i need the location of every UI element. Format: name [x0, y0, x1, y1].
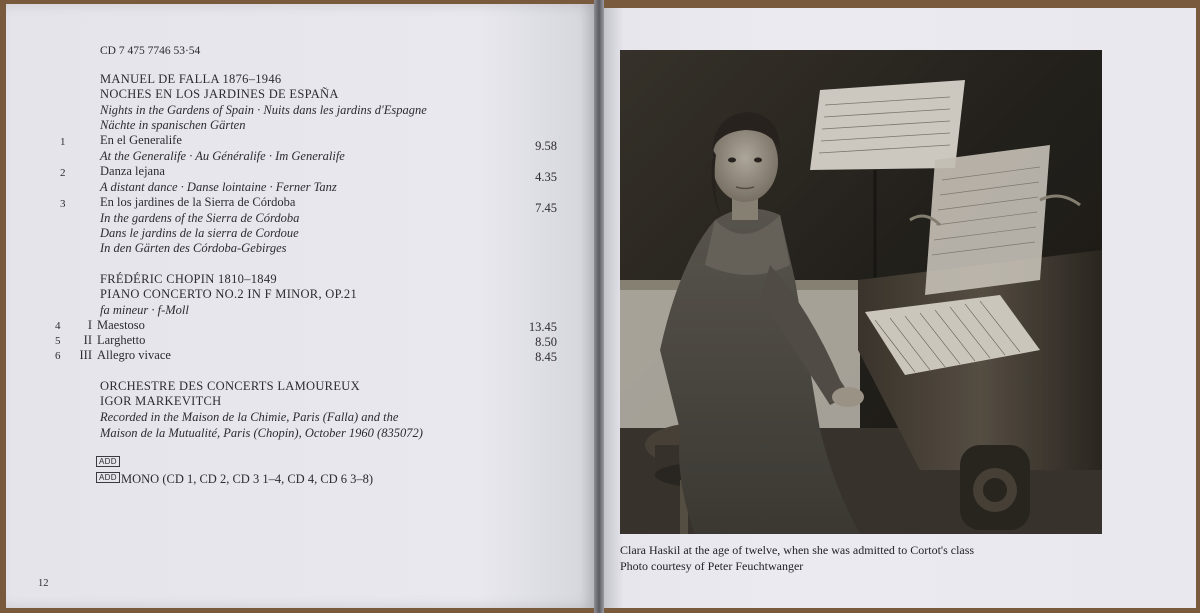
photo-credit: Photo courtesy of Peter Feuchtwanger: [620, 559, 804, 573]
chopin-subtitle: fa mineur · f-Moll: [100, 303, 189, 317]
recording-note: Recorded in the Maison de la Chimie, Paris (Falla) and the: [100, 410, 399, 424]
movement-number: I: [87, 318, 92, 332]
falla-subtitle-german: Nächte in spanischen Gärten: [100, 118, 246, 132]
photo-illustration: [620, 50, 1102, 534]
track-translation-german: In den Gärten des Córdoba-Gebirges: [100, 241, 287, 255]
movement-number: III: [79, 348, 92, 362]
track-translation-french: Dans le jardins de la sierra de Cordoue: [100, 226, 299, 240]
track-time: 13.45: [528, 320, 557, 334]
track-title: Larghetto: [97, 333, 146, 347]
track-time: 8.50: [535, 335, 557, 349]
track-number: 1: [60, 136, 66, 148]
photo-clara-haskil: [620, 50, 1102, 534]
falla-composer: MANUEL DE FALLA 1876–1946: [100, 72, 282, 86]
mono-note: MONO (CD 1, CD 2, CD 3 1–4, CD 4, CD 6 3–8): [121, 472, 374, 486]
chopin-composer: FRÉDÉRIC CHOPIN 1810–1849: [100, 272, 277, 286]
track-time: 4.35: [535, 170, 557, 184]
page-number: 12: [38, 578, 49, 589]
movement-number: II: [83, 333, 92, 347]
track-title: Maestoso: [97, 318, 145, 332]
chopin-work-title: PIANO CONCERTO NO.2 IN F MINOR, OP.21: [100, 287, 358, 301]
track-translation: A distant dance · Danse lointaine · Ferner Tanz: [100, 180, 337, 194]
add-badge: ADD: [96, 456, 120, 467]
track-number: 4: [55, 320, 61, 332]
track-number: 5: [55, 335, 61, 347]
orchestra-name: ORCHESTRE DES CONCERTS LAMOUREUX: [100, 379, 360, 393]
falla-subtitle: Nights in the Gardens of Spain · Nuits dans les jardins d'Espagne: [100, 103, 427, 117]
cd-header: CD 7 475 7746 53·54: [100, 45, 201, 57]
recording-note-cont: Maison de la Mutualité, Paris (Chopin), October 1960 (835072): [100, 426, 423, 440]
track-time: 9.58: [535, 139, 557, 153]
photo-caption: Clara Haskil at the age of twelve, when she was admitted to Cortot's class: [620, 543, 975, 557]
booklet-spine: [594, 0, 604, 613]
track-number: 3: [60, 198, 66, 210]
track-title: Allegro vivace: [97, 348, 171, 362]
add-badge: ADD: [96, 472, 120, 483]
track-title: Danza lejana: [100, 164, 165, 178]
falla-work-title: NOCHES EN LOS JARDINES DE ESPAÑA: [100, 87, 339, 101]
track-title: En el Generalife: [100, 133, 182, 147]
track-number: 6: [55, 350, 61, 362]
track-time: 8.45: [535, 350, 557, 364]
track-time: 7.45: [535, 201, 557, 215]
conductor-name: IGOR MARKEVITCH: [100, 394, 222, 408]
track-translation: At the Generalife · Au Généralife · Im Generalife: [100, 149, 345, 163]
track-number: 2: [60, 167, 66, 179]
track-title: En los jardines de la Sierra de Córdoba: [100, 195, 296, 209]
track-translation-english: In the gardens of the Sierra de Córdoba: [100, 211, 300, 225]
